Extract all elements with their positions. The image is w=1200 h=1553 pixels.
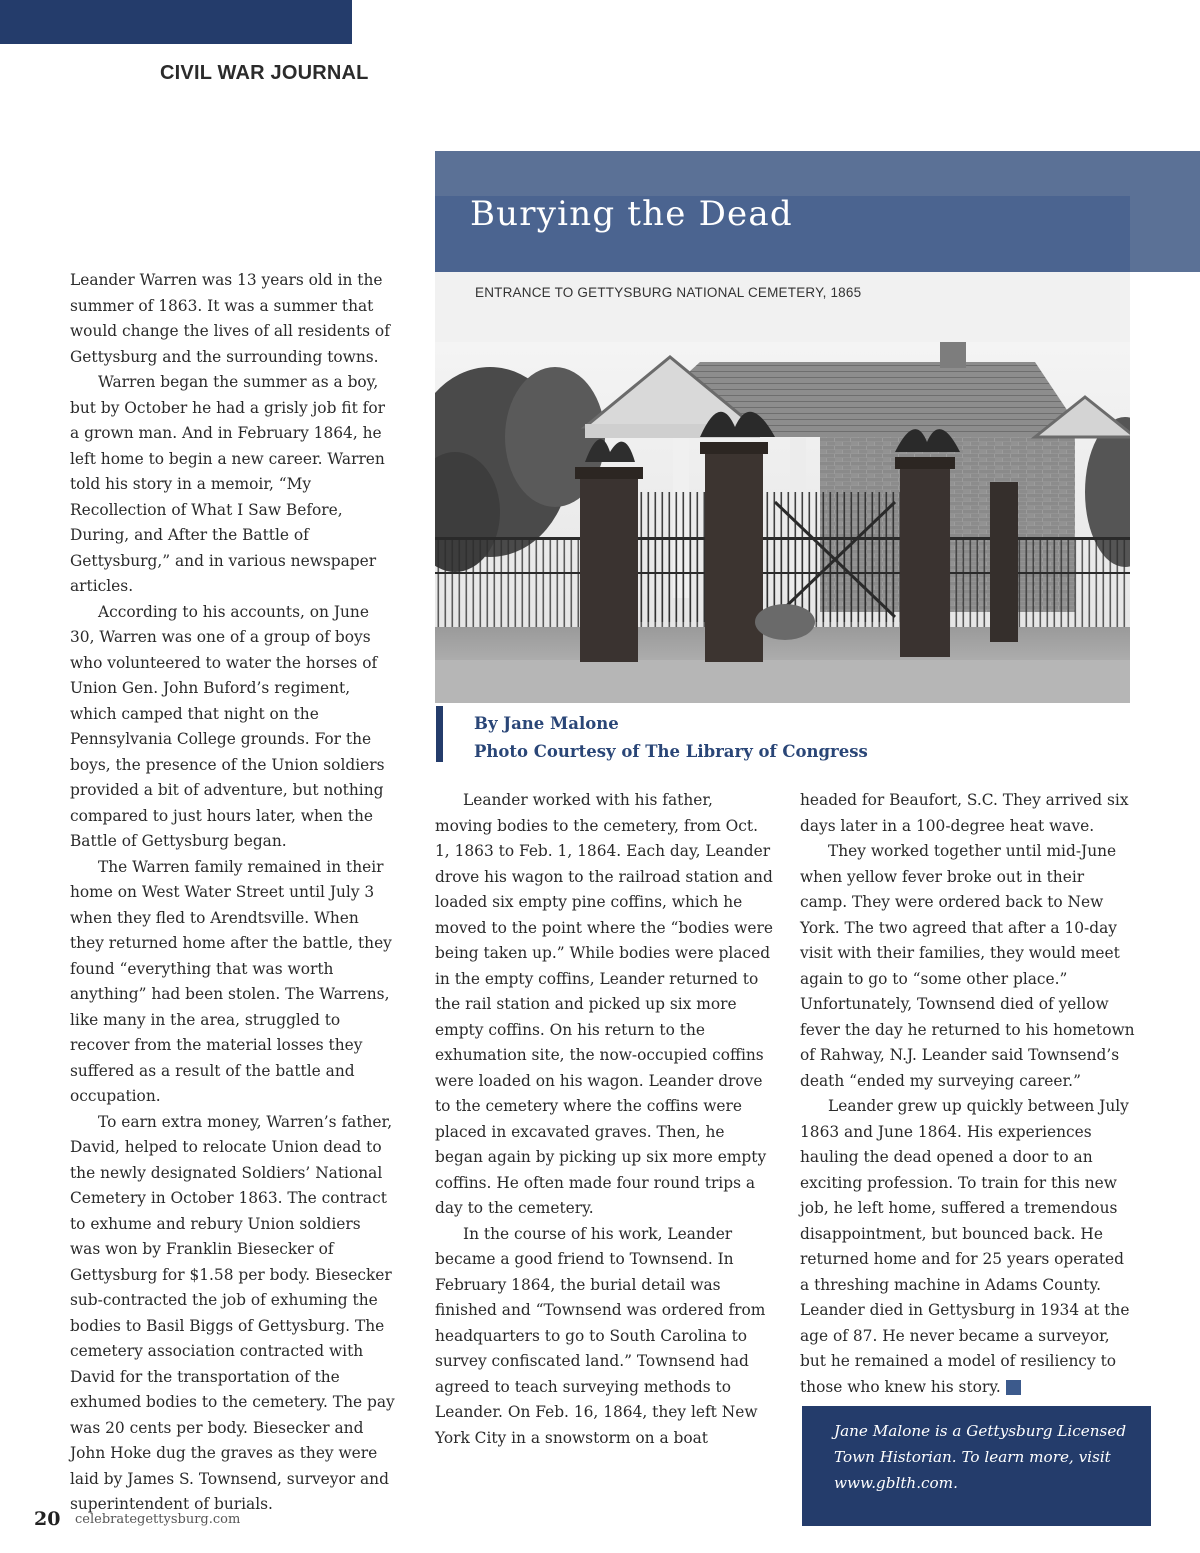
paragraph: Leander Warren was 13 years old in the summer of 1863. It was a summer that would change the lives of all residents of Gettysburg and the surrounding towns.: [70, 271, 390, 366]
paragraph: They worked together until mid-June when yellow fever broke out in their camp. They were ordered back to New York. The two agreed that after a 10-day visit with their families, they would meet again to go to “some other place.” Unfortunately, Townsend died of yellow fever the day he returned to his hometown of Rahway, N.J. Leander said Townsend’s death “ended my surveying career.”: [800, 842, 1135, 1090]
photo-caption: ENTRANCE TO GETTYSBURG NATIONAL CEMETERY, 1865: [475, 285, 862, 300]
paragraph: To earn extra money, Warren’s father, David, helped to relocate Union dead to the newly designated Soldiers’ National Cemetery in October 1863. The contract to exhume and rebury Union soldiers was won by Franklin Biesecker of Gettysburg for $1.58 per body. Biesecker sub-contracted the job of exhuming the bodies to Basil Biggs of Gettysburg. The cemetery association contracted with David for the transportation of the exhumed bodies to the cemetery. The pay was 20 cents per body. Biesecker and John Hoke dug the graves as they were laid by James S. Townsend, surveyor and superintendent of burials.: [70, 1112, 395, 1513]
paragraph: headed for Beaufort, S.C. They arrived six days later in a 100-degree heat wave.: [800, 791, 1129, 835]
paragraph-text: Leander grew up quickly between July 1863 and June 1864. His experiences hauling the dead opened a door to an exciting profession. To train for this new job, he left home, suffered a tremendous disappointment, but bounced back. He returned home and for 25 years operated a threshing machine in Adams County. Leander died in Gettysburg in 1934 at the age of 87. He never became a surveyor, but he remained a model of resiliency to those who knew his story.: [800, 1097, 1130, 1396]
byline-block: [474, 710, 868, 766]
photo-credit: Photo Courtesy of The Library of Congress: [474, 742, 868, 761]
article-column-1: [70, 268, 395, 1518]
section-header: CIVIL WAR JOURNAL: [160, 62, 369, 84]
paragraph: Leander worked with his father, moving bodies to the cemetery, from Oct. 1, 1863 to Feb. 1, 1864. Each day, Leander drove his wagon to the railroad station and loaded six empty pine coffins, which he moved to the point where the “bodies were being taken up.” While bodies were placed in the empty coffins, Leander returned to the rail station and picked up six more empty coffins. On his return to the exhumation site, the now-occupied coffins were loaded on his wagon. Leander drove to the cemetery where the coffins were placed in excavated graves. Then, he began again by picking up six more empty coffins. He often made four round trips a day to the cemetery.: [435, 791, 773, 1217]
article-title: Burying the Dead: [470, 194, 793, 234]
footer-site: celebrategettysburg.com: [75, 1512, 241, 1527]
paragraph: [800, 1094, 1135, 1400]
top-accent-bar: [0, 0, 352, 44]
paragraph: According to his accounts, on June 30, Warren was one of a group of boys who volunteered to water the horses of Union Gen. John Buford’s regiment, which camped that night on the Pennsylvania College grounds. For the boys, the presence of the Union soldiers provided a bit of adventure, but nothing compared to just hours later, when the Battle of Gettysburg began.: [70, 602, 385, 850]
caption-area: [435, 272, 1130, 342]
paragraph: Warren began the summer as a boy, but by October he had a grisly job fit for a grown man. And in February 1864, he left home to begin a new career. Warren told his story in a memoir, “My Recollection of What I Saw Before, During, and After the Battle of Gettysburg,” and in various newspaper articles.: [70, 373, 385, 595]
end-mark-icon: G: [1006, 1380, 1021, 1395]
paragraph: The Warren family remained in their home on West Water Street until July 3 when they fled to Arendtsville. When they returned home after the battle, they found “everything that was worth anything” had been stolen. The Warrens, like many in the area, struggled to recover from the material losses they suffered as a result of the battle and occupation.: [70, 857, 392, 1105]
page-number: 20: [34, 1508, 61, 1530]
byline: By Jane Malone: [474, 714, 619, 733]
author-note: Jane Malone is a Gettysburg Licensed Town Historian. To learn more, visit www.gblth.com.: [834, 1422, 1127, 1492]
cemetery-entrance-photo: [435, 342, 1130, 703]
paragraph: In the course of his work, Leander became a good friend to Townsend. In February 1864, the burial detail was finished and “Townsend was ordered from headquarters to go to South Carolina to survey confiscated land.” Townsend had agreed to teach surveying methods to Leander. On Feb. 16, 1864, they left New York City in a snowstorm on a boat: [435, 1224, 766, 1447]
article-column-3: [800, 788, 1135, 1400]
article-column-2: [435, 788, 775, 1451]
byline-accent-bar: [436, 706, 443, 762]
